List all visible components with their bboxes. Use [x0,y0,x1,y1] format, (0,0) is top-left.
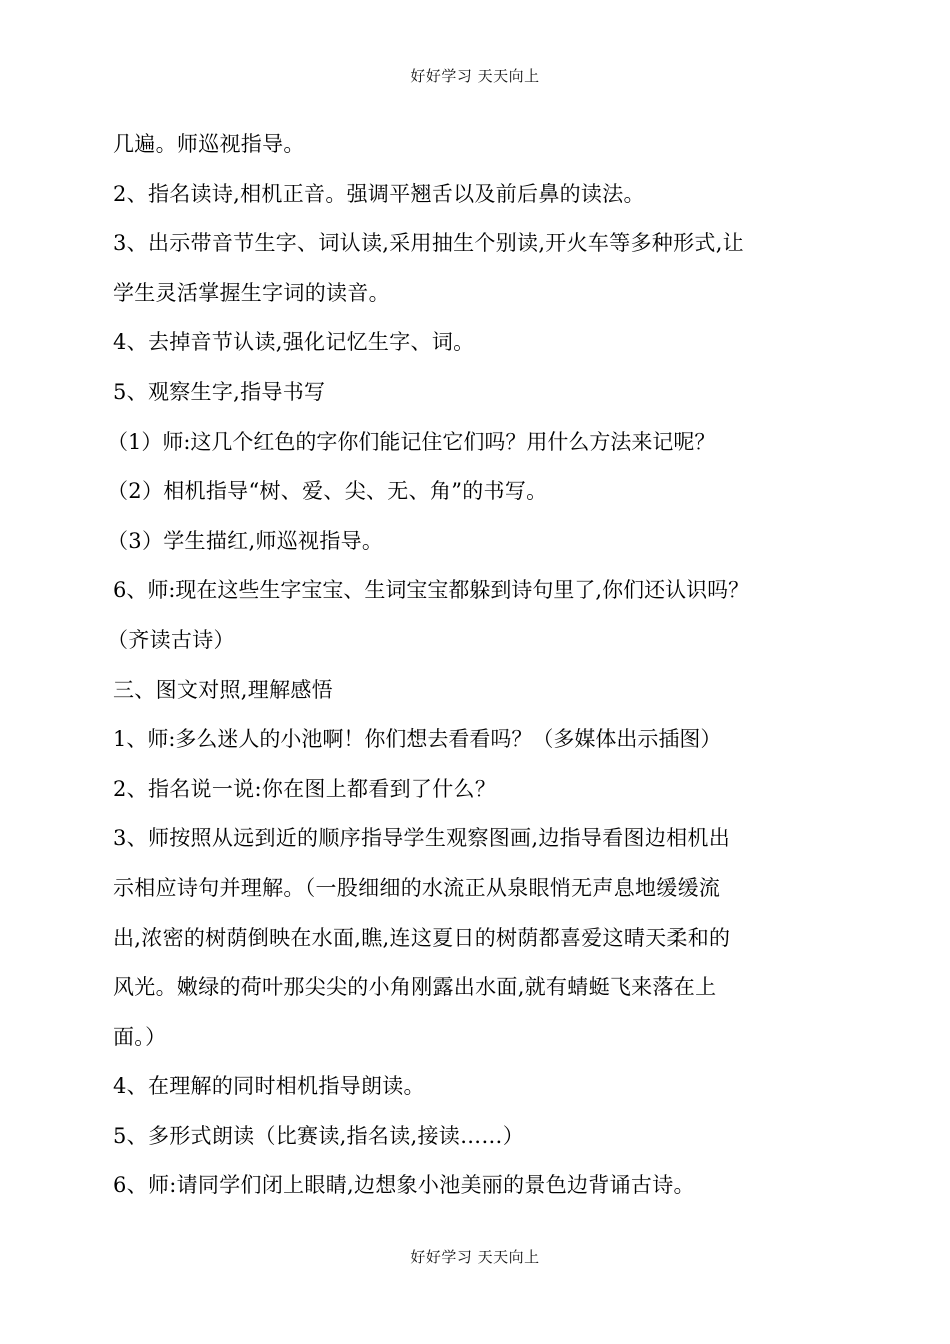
body-line: 6、师:现在这些生字宝宝、生词宝宝都躲到诗句里了,你们还认识吗？ [113,578,750,603]
section-heading: 三、图文对照,理解感悟 [113,677,333,702]
body-line: 几遍。师巡视指导。 [113,132,305,156]
body-line: 5、观察生字,指导书写 [113,379,326,404]
body-line: 2、指名读诗,相机正音。强调平翘舌以及前后鼻的读法。 [113,181,645,206]
body-line: （齐读古诗） [107,627,235,652]
body-line: 1、师:多么迷人的小池啊！你们想去看看吗？（多媒体出示插图） [113,727,722,752]
body-line: 学生灵活掌握生字词的读音。 [113,280,390,305]
page-header: 好好学习 天天向上 [410,67,540,85]
body-line: （2）相机指导“树、爱、尖、无、角”的书写。 [107,479,548,504]
body-line: 6、师:请同学们闭上眼睛,边想象小池美丽的景色边背诵古诗。 [113,1173,695,1198]
body-line: （3）学生描红,师巡视指导。 [107,528,384,553]
body-line: 3、师按照从远到近的顺序指导学生观察图画,边指导看图边相机出 [113,826,731,851]
body-line: 2、指名说一说:你在图上都看到了什么？ [113,776,497,801]
body-line: 示相应诗句并理解。（一股细细的水流正从泉眼悄无声息地缓缓流 [113,875,721,900]
body-line: 4、在理解的同时相机指导朗读。 [113,1074,425,1099]
body-line: 面。） [113,1024,167,1049]
body-line: 出,浓密的树荫倒映在水面,瞧,连这夏日的树荫都喜爱这晴天柔和的 [113,925,731,950]
body-line: 5、多形式朗读（比赛读,指名读,接读……） [113,1123,525,1148]
body-line: 风光。嫩绿的荷叶那尖尖的小角刚露出水面,就有蜻蜓飞来落在上 [113,975,717,1000]
body-line: （1）师:这几个红色的字你们能记住它们吗？用什么方法来记呢？ [107,429,716,454]
page-footer: 好好学习 天天向上 [410,1248,540,1266]
body-line: 3、出示带音节生字、词认读,采用抽生个别读,开火车等多种形式,让 [113,231,744,256]
document-body [107,120,853,1211]
body-line: 4、去掉音节认读,强化记忆生字、词。 [113,330,475,355]
